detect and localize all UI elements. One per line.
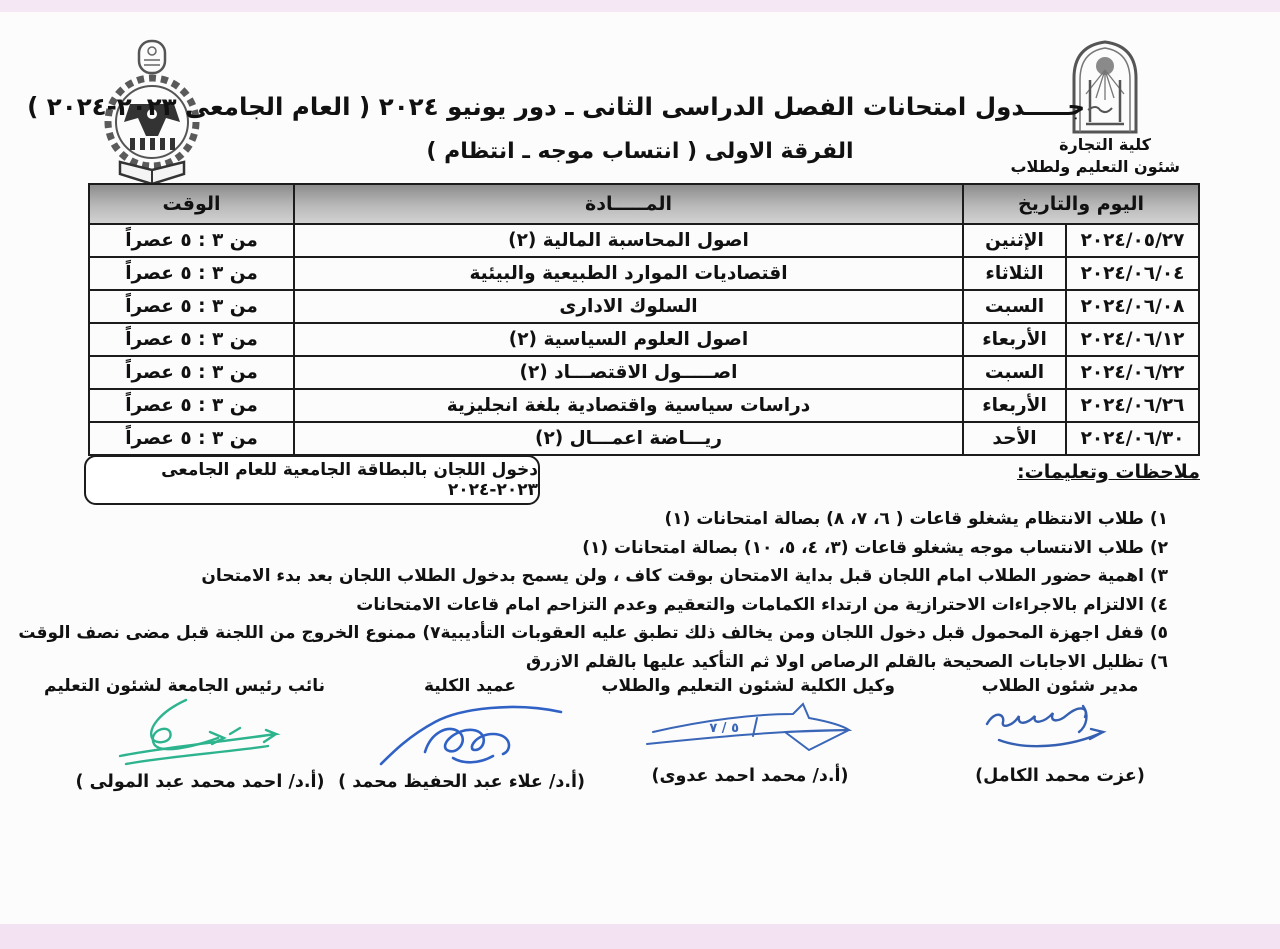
exam-subject: دراسات سياسية واقتصادية بلغة انجليزية — [294, 389, 963, 422]
signature-name: (عزت محمد الكامل) — [975, 766, 1145, 786]
table-row — [89, 356, 1199, 389]
signature-block-vice-president-education — [44, 676, 325, 792]
exam-time: من ٣ : ٥ عصراً — [89, 290, 294, 323]
column-header-time: الوقت — [89, 184, 294, 224]
exam-day: الأربعاء — [963, 323, 1066, 356]
table-row — [89, 224, 1199, 257]
notes-heading: ملاحظات وتعليمات: — [1017, 461, 1200, 483]
table-header-row — [89, 184, 1199, 224]
exam-subject: السلوك الادارى — [294, 290, 963, 323]
committee-entry-card-badge: دخول اللجان بالبطاقة الجامعية للعام الجامعى ٢٠٢٣-٢٠٢٤ — [84, 455, 540, 505]
department-name: شئون التعليم ولطلاب — [1010, 157, 1180, 176]
column-header-day-date: اليوم والتاريخ — [963, 184, 1199, 224]
table-row — [89, 257, 1199, 290]
exam-day: السبت — [963, 356, 1066, 389]
exam-date: ٢٠٢٤/٠٦/٢٢ — [1066, 356, 1199, 389]
handwritten-signature-icon — [365, 698, 575, 770]
exam-day: الإثنين — [963, 224, 1066, 257]
exam-subject: اصول المحاسبة المالية (٢) — [294, 224, 963, 257]
exam-subject: اصول العلوم السياسية (٢) — [294, 323, 963, 356]
table-row — [89, 389, 1199, 422]
column-header-subject: المـــــادة — [294, 184, 963, 224]
signature-name: (أ.د/ علاء عبد الحفيظ محمد ) — [338, 772, 585, 792]
handwritten-signature-icon — [635, 698, 865, 764]
exam-subject: اصـــــول الاقتصـــاد (٢) — [294, 356, 963, 389]
exam-time: من ٣ : ٥ عصراً — [89, 323, 294, 356]
signature-title: نائب رئيس الجامعة لشئون التعليم — [44, 676, 325, 696]
handwritten-signature-icon — [90, 698, 310, 770]
exam-date: ٢٠٢٤/٠٦/١٢ — [1066, 323, 1199, 356]
signature-block-vice-dean-education — [601, 676, 895, 786]
exam-day: الأحد — [963, 422, 1066, 455]
exam-date: ٢٠٢٤/٠٦/٠٤ — [1066, 257, 1199, 290]
exam-day: الثلاثاء — [963, 257, 1066, 290]
note-item-5-and-7 — [18, 620, 1168, 646]
note-item-4: ٤) الالتزام بالاجراءات الاحترازية من ارتداء الكمامات والتعقيم وعدم التزاحم امام قاعات الامتحانات — [356, 594, 1168, 615]
signature-block-student-affairs-director — [935, 676, 1185, 786]
handwritten-signature-icon — [965, 698, 1155, 764]
page-subtitle: الفرقة الاولى ( انتساب موجه ـ انتظام ) — [426, 139, 854, 164]
exam-date: ٢٠٢٤/٠٦/٣٠ — [1066, 422, 1199, 455]
table-row — [89, 290, 1199, 323]
exam-day: السبت — [963, 290, 1066, 323]
note-item-5: ٥) قفل اجهزة المحمول قبل دخول اللجان ومن يخالف ذلك تطبق عليه العقوبات التأديبية — [440, 623, 1168, 643]
signature-block-dean — [338, 676, 585, 792]
exam-day: الأربعاء — [963, 389, 1066, 422]
note-item-3: ٣) اهمية حضور الطلاب امام اللجان قبل بداية الامتحان بوقت كاف ، ولن يسمح بدخول الطلاب اللجان بعد بدء الامتحان — [201, 566, 1168, 586]
exam-subject: اقتصاديات الموارد الطبيعية والبيئية — [294, 257, 963, 290]
note-item-2: ٢) طلاب الانتساب موجه يشغلو قاعات (٣، ٤، ٥، ١٠) بصالة امتحانات (١) — [582, 537, 1168, 558]
exam-time: من ٣ : ٥ عصراً — [89, 389, 294, 422]
page-title: جـــــدول امتحانات الفصل الدراسى الثانى ـ دور يونيو ٢٠٢٤ ( العام الجامعى ٢٠٢٣-٢٠٢٤ ) — [27, 92, 1085, 121]
exam-date: ٢٠٢٤/٠٥/٢٧ — [1066, 224, 1199, 257]
note-item-7: ٧) ممنوع الخروج من اللجنة قبل مضى نصف الوقت — [18, 623, 441, 643]
signature-title: مدير شئون الطلاب — [981, 676, 1139, 696]
signature-name: (أ.د/ محمد احمد عدوى) — [651, 766, 849, 786]
signature-title: وكيل الكلية لشئون التعليم والطلاب — [601, 676, 895, 696]
exam-subject: ريـــاضة اعمـــال (٢) — [294, 422, 963, 455]
exam-time: من ٣ : ٥ عصراً — [89, 224, 294, 257]
note-item-1: ١) طلاب الانتظام يشغلو قاعات ( ٦، ٧، ٨) بصالة امتحانات (١) — [664, 509, 1168, 529]
signature-title: عميد الكلية — [424, 676, 516, 696]
signature-mark: ٥ / ٧ — [709, 721, 739, 736]
scan-margin-bottom — [0, 924, 1280, 949]
scan-margin-top — [0, 0, 1280, 12]
table-row — [89, 422, 1199, 455]
faculty-name: كلية التجارة — [1059, 135, 1151, 154]
exam-time: من ٣ : ٥ عصراً — [89, 356, 294, 389]
exam-time: من ٣ : ٥ عصراً — [89, 257, 294, 290]
notes-list — [18, 506, 1168, 677]
signature-name: (أ.د/ احمد محمد عبد المولى ) — [75, 772, 325, 792]
note-item-6: ٦) تظليل الاجابات الصحيحة بالقلم الرصاص اولا ثم التأكيد عليها بالقلم الازرق — [525, 651, 1168, 672]
table-row — [89, 323, 1199, 356]
exam-schedule-table — [88, 183, 1200, 456]
exam-date: ٢٠٢٤/٠٦/٢٦ — [1066, 389, 1199, 422]
exam-time: من ٣ : ٥ عصراً — [89, 422, 294, 455]
exam-date: ٢٠٢٤/٠٦/٠٨ — [1066, 290, 1199, 323]
